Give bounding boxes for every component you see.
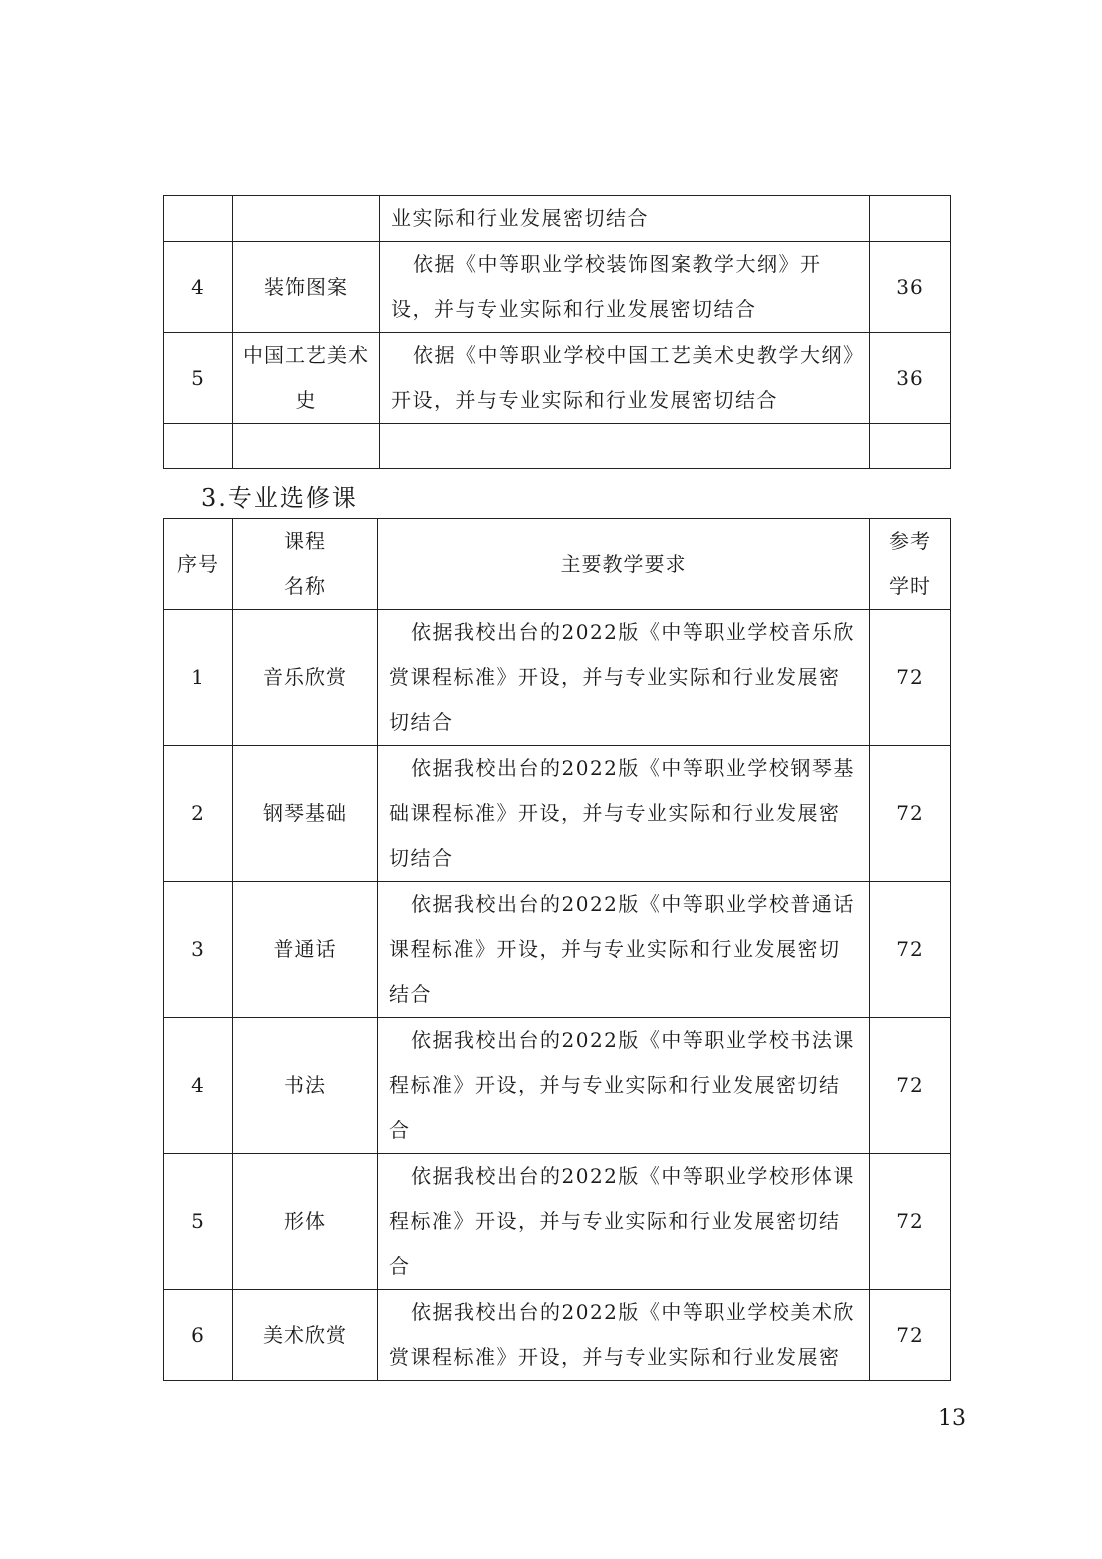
course-requirement xyxy=(380,242,870,333)
course-requirement-text: 依据我校出台的2022版《中等职业学校美术欣赏课程标准》开设，并与专业实际和行业发展密 xyxy=(389,1300,855,1369)
table-row xyxy=(164,196,951,242)
course-requirement-text: 依据《中等职业学校装饰图案教学大纲》开设，并与专业实际和行业发展密切结合 xyxy=(391,252,822,321)
course-name: 音乐欣赏 xyxy=(233,610,378,746)
row-number: 6 xyxy=(164,1290,233,1381)
course-requirement xyxy=(378,1018,870,1154)
course-requirement-text: 依据《中等职业学校中国工艺美术史教学大纲》开设，并与专业实际和行业发展密切结合 xyxy=(391,343,855,412)
course-hours xyxy=(870,424,951,469)
table-row xyxy=(164,333,951,424)
course-hours: 36 xyxy=(870,242,951,333)
course-name xyxy=(233,424,380,469)
row-number: 1 xyxy=(164,610,233,746)
course-name: 装饰图案 xyxy=(233,242,380,333)
row-number: 5 xyxy=(164,333,233,424)
course-requirement xyxy=(378,1154,870,1290)
course-hours: 72 xyxy=(870,746,951,882)
section-heading: 3.专业选修课 xyxy=(201,484,358,512)
course-requirement-text: 依据我校出台的2022版《中等职业学校普通话课程标准》开设，并与专业实际和行业发展密切结合 xyxy=(389,892,855,1006)
table-header-row xyxy=(164,519,951,610)
course-name: 钢琴基础 xyxy=(233,746,378,882)
course-requirement xyxy=(378,1290,870,1381)
row-number: 3 xyxy=(164,882,233,1018)
course-name xyxy=(233,196,380,242)
course-requirement xyxy=(378,610,870,746)
elective-course-table xyxy=(163,518,951,1381)
course-name: 中国工艺美术史 xyxy=(233,333,380,424)
table-row xyxy=(164,610,951,746)
table-row xyxy=(164,1290,951,1381)
course-requirement-text: 依据我校出台的2022版《中等职业学校书法课程标准》开设，并与专业实际和行业发展密切结合 xyxy=(389,1028,855,1142)
course-requirement-text: 依据我校出台的2022版《中等职业学校钢琴基础课程标准》开设，并与专业实际和行业发展密切结合 xyxy=(389,756,855,870)
row-number: 5 xyxy=(164,1154,233,1290)
course-requirement xyxy=(380,424,870,469)
course-requirement xyxy=(380,333,870,424)
course-table-continued xyxy=(163,195,951,469)
table-row xyxy=(164,882,951,1018)
header-number: 序号 xyxy=(164,519,233,610)
row-number xyxy=(164,424,233,469)
header-hours: 参考学时 xyxy=(870,519,951,610)
row-number: 4 xyxy=(164,1018,233,1154)
course-requirement xyxy=(378,746,870,882)
header-course-name: 课程名称 xyxy=(233,519,378,610)
course-hours: 72 xyxy=(870,1018,951,1154)
row-number xyxy=(164,196,233,242)
table-row xyxy=(164,424,951,469)
course-hours: 72 xyxy=(870,1290,951,1381)
course-name: 美术欣赏 xyxy=(233,1290,378,1381)
table-row xyxy=(164,1154,951,1290)
course-hours: 72 xyxy=(870,1154,951,1290)
table-row xyxy=(164,746,951,882)
course-requirement-text: 依据我校出台的2022版《中等职业学校音乐欣赏课程标准》开设，并与专业实际和行业发展密切结合 xyxy=(389,620,855,734)
table-row xyxy=(164,242,951,333)
row-number: 2 xyxy=(164,746,233,882)
course-name: 形体 xyxy=(233,1154,378,1290)
header-requirement: 主要教学要求 xyxy=(378,519,870,610)
course-requirement-text: 依据我校出台的2022版《中等职业学校形体课程标准》开设，并与专业实际和行业发展密切结合 xyxy=(389,1164,855,1278)
course-hours: 72 xyxy=(870,882,951,1018)
course-name: 普通话 xyxy=(233,882,378,1018)
table-row xyxy=(164,1018,951,1154)
row-number: 4 xyxy=(164,242,233,333)
course-name: 书法 xyxy=(233,1018,378,1154)
course-hours: 36 xyxy=(870,333,951,424)
course-hours xyxy=(870,196,951,242)
course-requirement xyxy=(378,882,870,1018)
page-number: 13 xyxy=(938,1406,966,1431)
course-requirement: 业实际和行业发展密切结合 xyxy=(380,196,870,242)
course-hours: 72 xyxy=(870,610,951,746)
